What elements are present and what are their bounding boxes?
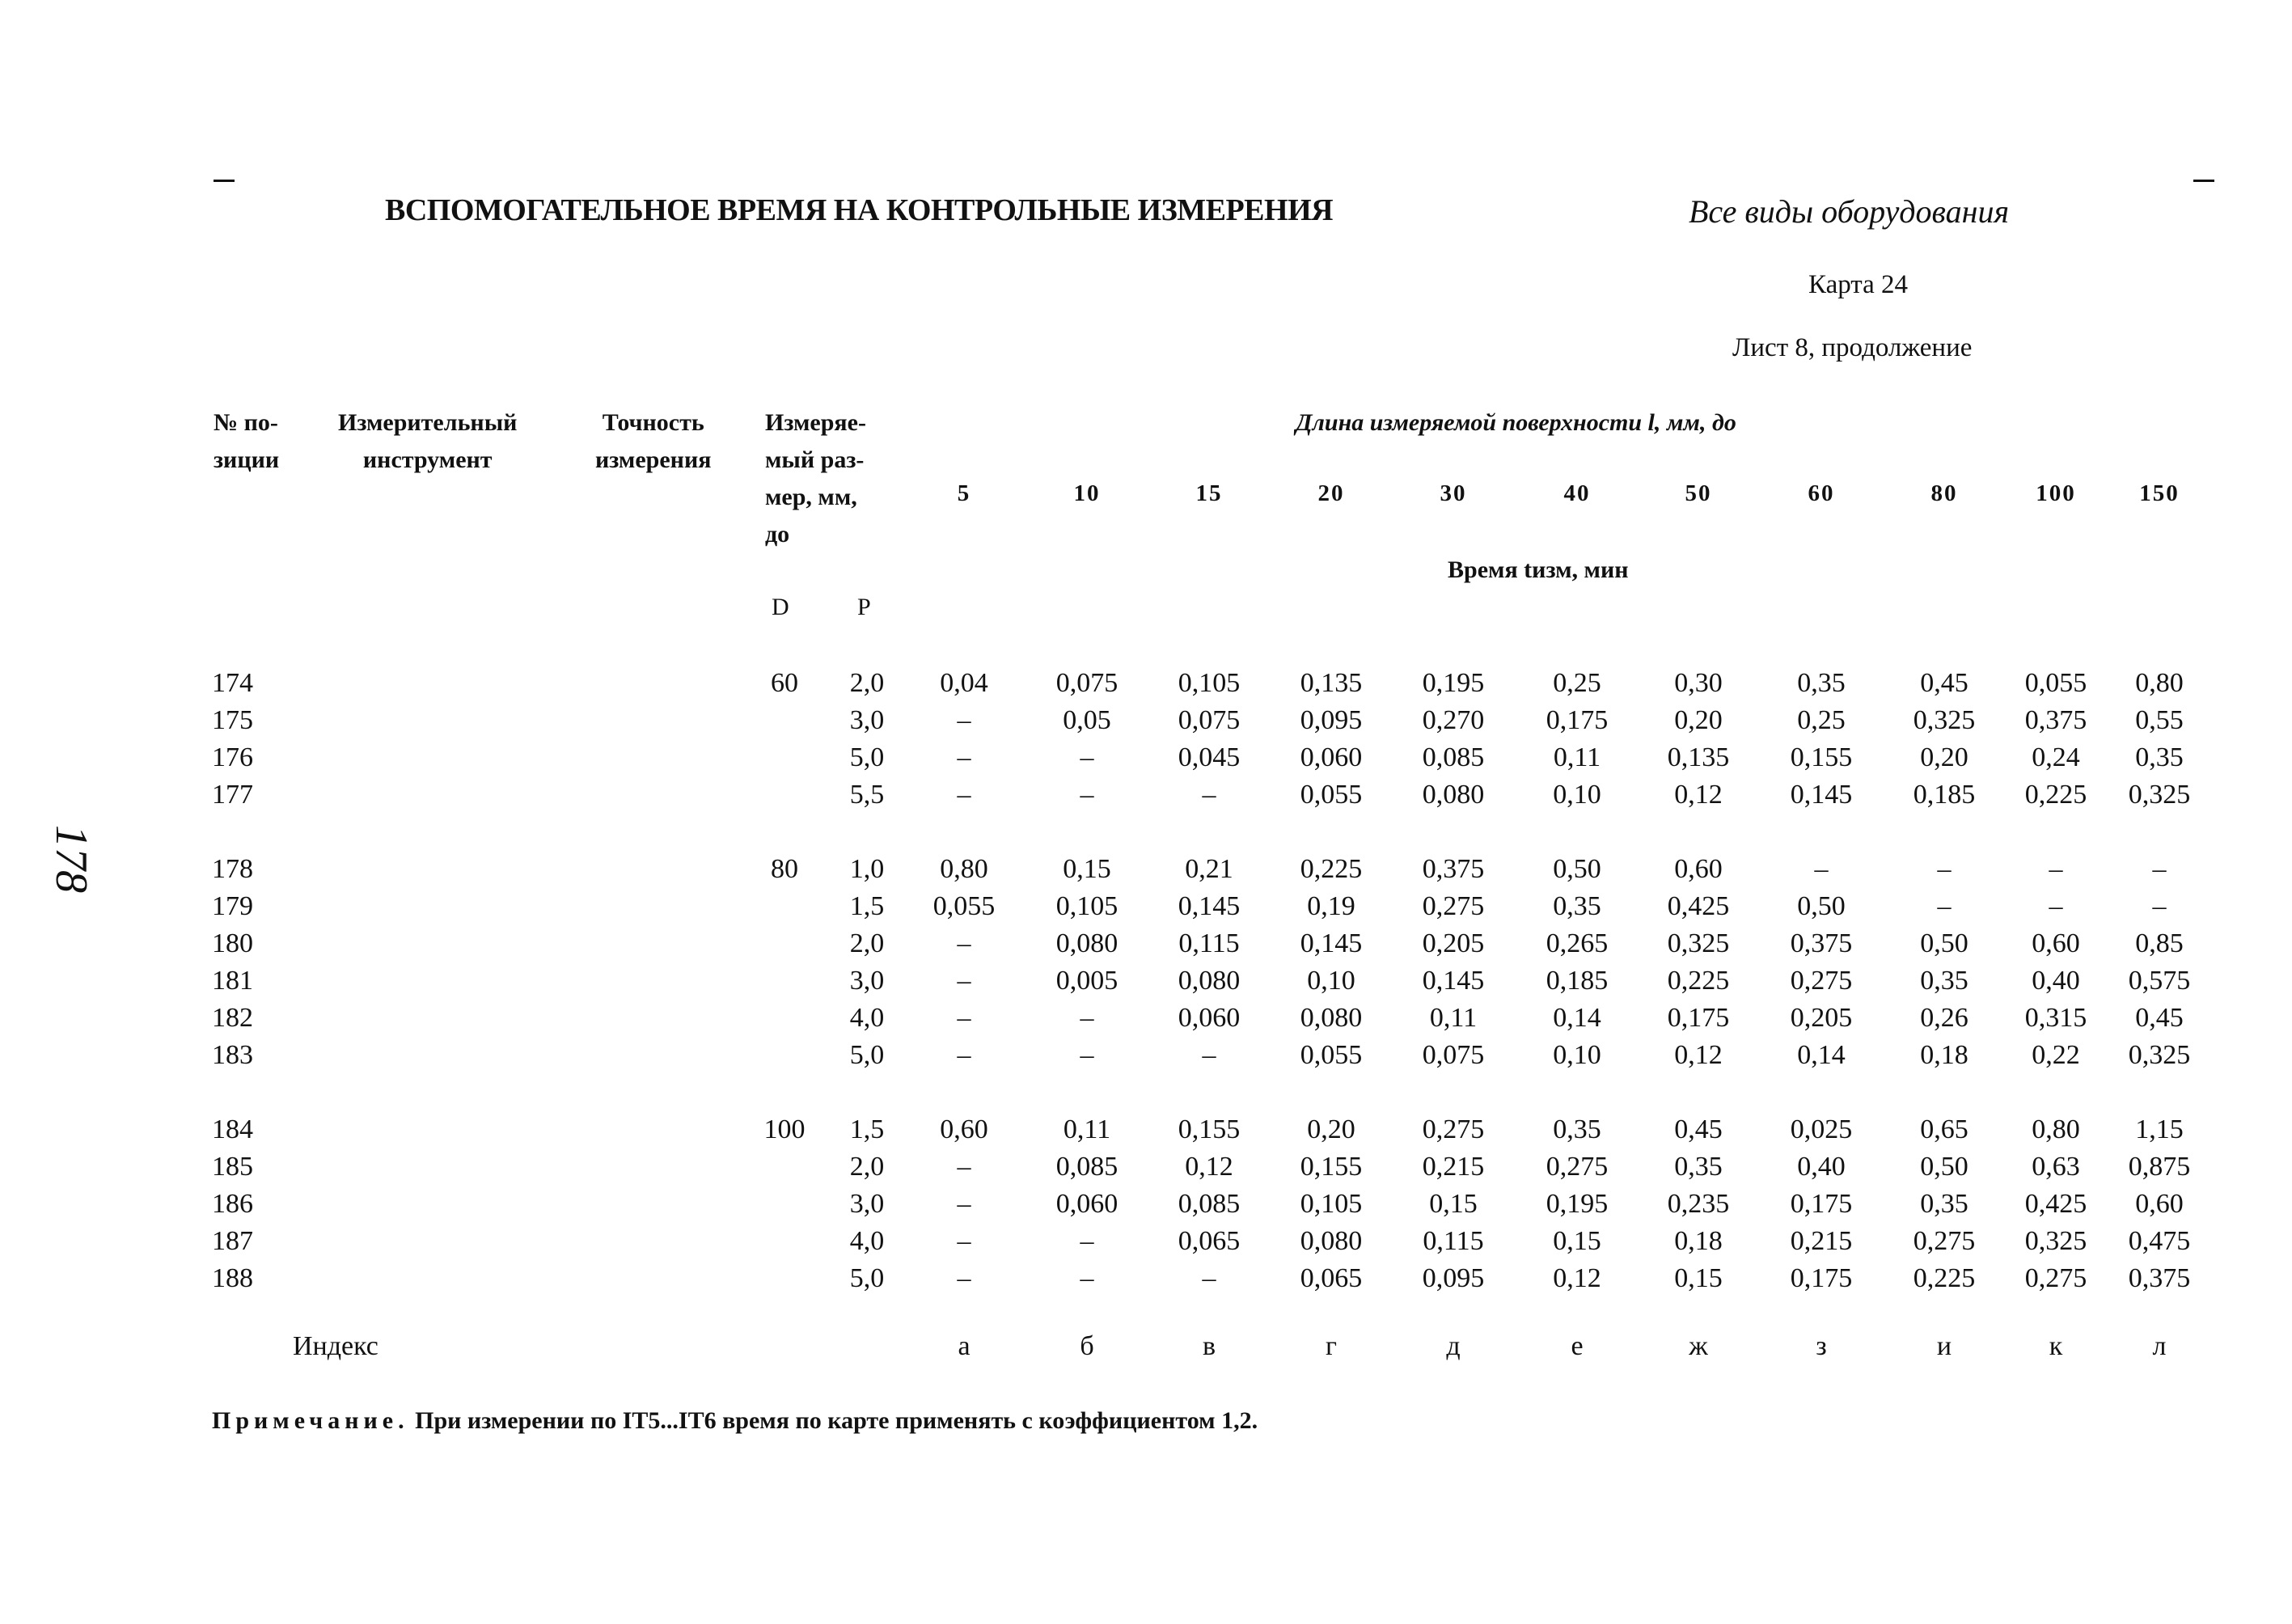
time-cell: 0,14 — [1553, 1003, 1601, 1033]
time-cell: 0,11 — [1553, 742, 1601, 772]
time-cell: 0,075 — [1178, 705, 1241, 735]
time-cell: 0,055 — [1300, 1040, 1363, 1070]
time-cell: 0,60 — [940, 1114, 988, 1144]
time-cell: 1,15 — [2135, 1114, 2184, 1144]
time-cell: – — [2049, 891, 2063, 921]
time-cell: – — [2049, 854, 2063, 884]
index-letter: б — [1080, 1331, 1094, 1361]
pitch-value: 5,0 — [849, 1263, 885, 1293]
time-cell: 0,12 — [1674, 1040, 1723, 1070]
time-cell: 0,50 — [1920, 928, 1968, 958]
time-cell: – — [1080, 1003, 1094, 1033]
time-cell: 0,11 — [1063, 1114, 1111, 1144]
time-cell: – — [957, 1189, 971, 1219]
time-cell: 0,35 — [1553, 1114, 1601, 1144]
time-cell: 0,085 — [1422, 742, 1485, 772]
time-cell: 0,375 — [2024, 705, 2087, 735]
time-cell: 0,060 — [1055, 1189, 1119, 1219]
position-number: 185 — [212, 1152, 253, 1182]
position-number: 188 — [212, 1263, 253, 1293]
time-cell: 0,475 — [2128, 1226, 2191, 1256]
page-title: ВСПОМОГАТЕЛЬНОЕ ВРЕМЯ НА КОНТРОЛЬНЫЕ ИЗМЕРЕНИЯ — [385, 193, 1334, 227]
time-cell: 0,075 — [1055, 668, 1119, 698]
index-letter: д — [1446, 1331, 1461, 1361]
time-cell: 0,26 — [1920, 1003, 1968, 1033]
column-header-position: № по- зиции — [214, 409, 280, 473]
time-cell: 0,80 — [940, 854, 988, 884]
time-cell: 0,375 — [1790, 928, 1853, 958]
time-cell: 0,50 — [1797, 891, 1846, 921]
index-letter: в — [1202, 1331, 1216, 1361]
time-cell: 0,080 — [1422, 780, 1485, 810]
time-cell: 0,145 — [1178, 891, 1241, 921]
time-cell: 0,50 — [1553, 854, 1601, 884]
time-cell: 0,35 — [1797, 668, 1846, 698]
time-cell: 0,20 — [1674, 705, 1723, 735]
diameter-value: 80 — [771, 854, 798, 884]
pitch-value: 1,0 — [849, 854, 885, 884]
pitch-value: 5,0 — [849, 742, 885, 772]
time-cell: – — [1202, 780, 1216, 810]
length-header-40: 40 — [1563, 480, 1591, 506]
position-number: 176 — [212, 742, 253, 772]
time-cell: 0,055 — [2024, 668, 2087, 698]
card-number: Карта 24 — [1808, 270, 1909, 299]
time-cell: 0,12 — [1553, 1263, 1601, 1293]
time-cell: 0,12 — [1674, 780, 1723, 810]
time-cell: 0,155 — [1178, 1114, 1241, 1144]
time-cell: 0,325 — [1913, 705, 1976, 735]
time-cell: 0,45 — [1920, 668, 1968, 698]
time-cell: 0,060 — [1300, 742, 1363, 772]
time-cell: 0,35 — [1920, 966, 1968, 996]
position-number: 182 — [212, 1003, 253, 1033]
time-cell: 0,80 — [2135, 668, 2184, 698]
time-cell: 0,11 — [1429, 1003, 1478, 1033]
position-number: 187 — [212, 1226, 253, 1256]
pitch-value: 2,0 — [849, 668, 885, 698]
time-cell: 0,095 — [1422, 1263, 1485, 1293]
position-number: 180 — [212, 928, 253, 958]
time-cell: 0,65 — [1920, 1114, 1968, 1144]
time-cell: 0,145 — [1300, 928, 1363, 958]
pitch-value: 2,0 — [849, 1152, 885, 1182]
length-header-60: 60 — [1808, 480, 1835, 506]
time-cell: 0,275 — [1422, 891, 1485, 921]
time-cell: 0,25 — [1797, 705, 1846, 735]
position-number: 184 — [212, 1114, 253, 1144]
time-cell: 0,275 — [1546, 1152, 1609, 1182]
time-cell: 0,15 — [1674, 1263, 1723, 1293]
time-cell: 0,005 — [1055, 966, 1119, 996]
time-cell: 0,085 — [1055, 1152, 1119, 1182]
time-cell: 0,425 — [2024, 1189, 2087, 1219]
time-cell: – — [957, 1263, 971, 1293]
time-cell: 0,085 — [1178, 1189, 1241, 1219]
time-cell: 0,175 — [1790, 1189, 1853, 1219]
time-cell: 0,225 — [1913, 1263, 1976, 1293]
index-letter: з — [1816, 1331, 1827, 1361]
time-cell: 0,10 — [1553, 780, 1601, 810]
pitch-value: 1,5 — [849, 1114, 885, 1144]
position-number: 181 — [212, 966, 253, 996]
position-number: 174 — [212, 668, 253, 698]
time-cell: 0,15 — [1553, 1226, 1601, 1256]
time-cell: 0,215 — [1790, 1226, 1853, 1256]
time-cell: 0,115 — [1423, 1226, 1484, 1256]
time-cell: 0,205 — [1790, 1003, 1853, 1033]
time-cell: 0,875 — [2128, 1152, 2191, 1182]
length-header-20: 20 — [1317, 480, 1345, 506]
time-cell: – — [957, 1226, 971, 1256]
diameter-value: 100 — [763, 1114, 806, 1144]
time-cell: 0,325 — [2128, 1040, 2191, 1070]
pitch-value: 3,0 — [849, 1189, 885, 1219]
position-number: 178 — [212, 854, 253, 884]
time-cell: 0,195 — [1422, 668, 1485, 698]
time-cell: – — [957, 966, 971, 996]
time-cell: 0,12 — [1185, 1152, 1233, 1182]
time-cell: 0,85 — [2135, 928, 2184, 958]
time-cell: – — [1080, 1040, 1094, 1070]
column-header-accuracy: Точность измерения — [595, 409, 712, 473]
time-cell: 0,35 — [1920, 1189, 1968, 1219]
time-cell: 0,60 — [2135, 1189, 2184, 1219]
time-cell: 0,105 — [1178, 668, 1241, 698]
time-cell: 0,055 — [1300, 780, 1363, 810]
length-header-5: 5 — [957, 480, 971, 506]
index-letter: л — [2152, 1331, 2167, 1361]
time-cell: 0,095 — [1300, 705, 1363, 735]
position-number: 186 — [212, 1189, 253, 1219]
length-header-150: 150 — [2139, 480, 2180, 506]
time-cell: 0,375 — [2128, 1263, 2191, 1293]
time-cell: 0,315 — [2024, 1003, 2087, 1033]
time-cell: – — [957, 1003, 971, 1033]
corner-mark-left — [214, 180, 235, 182]
time-cell: – — [1814, 854, 1829, 884]
length-header-80: 80 — [1930, 480, 1958, 506]
index-letter: к — [2049, 1331, 2063, 1361]
length-header-100: 100 — [2036, 480, 2076, 506]
position-number: 177 — [212, 780, 253, 810]
time-cell: 0,275 — [1913, 1226, 1976, 1256]
time-cell: 0,80 — [2032, 1114, 2080, 1144]
time-cell: 0,325 — [1667, 928, 1730, 958]
diameter-value: 60 — [771, 668, 798, 698]
time-header-title: Время tизм, мин — [1448, 556, 1629, 583]
time-cell: 0,20 — [1920, 742, 1968, 772]
time-cell: – — [957, 780, 971, 810]
time-cell: 0,20 — [1307, 1114, 1355, 1144]
pitch-value: 5,5 — [849, 780, 885, 810]
time-cell: – — [957, 705, 971, 735]
length-header-15: 15 — [1195, 480, 1223, 506]
time-cell: 0,45 — [1674, 1114, 1723, 1144]
equipment-label: Все виды оборудования — [1689, 193, 2010, 230]
time-cell: 0,55 — [2135, 705, 2184, 735]
time-cell: 0,35 — [2135, 742, 2184, 772]
time-cell: 0,235 — [1667, 1189, 1730, 1219]
time-cell: 0,60 — [1674, 854, 1723, 884]
position-number: 175 — [212, 705, 253, 735]
time-cell: – — [957, 1040, 971, 1070]
time-cell: 0,065 — [1300, 1263, 1363, 1293]
time-cell: 0,075 — [1422, 1040, 1485, 1070]
time-cell: 0,40 — [1797, 1152, 1846, 1182]
column-header-size: Измеряе- мый раз- мер, мм, до — [765, 409, 866, 548]
time-cell: 0,265 — [1546, 928, 1609, 958]
time-cell: 0,15 — [1063, 854, 1111, 884]
time-cell: 0,35 — [1553, 891, 1601, 921]
time-cell: 0,105 — [1300, 1189, 1363, 1219]
time-cell: – — [1080, 742, 1094, 772]
time-cell: 0,175 — [1546, 705, 1609, 735]
time-cell: – — [1080, 780, 1094, 810]
time-cell: 0,30 — [1674, 668, 1723, 698]
time-cell: 0,145 — [1790, 780, 1853, 810]
time-cell: 0,325 — [2128, 780, 2191, 810]
time-cell: 0,135 — [1667, 742, 1730, 772]
time-cell: 0,45 — [2135, 1003, 2184, 1033]
time-cell: 0,225 — [1300, 854, 1363, 884]
time-cell: 0,14 — [1797, 1040, 1846, 1070]
time-cell: – — [1937, 891, 1952, 921]
time-cell: 0,05 — [1063, 705, 1111, 735]
time-cell: 0,425 — [1667, 891, 1730, 921]
length-header-30: 30 — [1440, 480, 1467, 506]
sheet-number: Лист 8, продолжение — [1732, 333, 1973, 362]
time-cell: 0,115 — [1178, 928, 1240, 958]
time-cell: 0,21 — [1185, 854, 1233, 884]
time-cell: 0,40 — [2032, 966, 2080, 996]
time-cell: 0,155 — [1790, 742, 1853, 772]
time-cell: 0,155 — [1300, 1152, 1363, 1182]
column-header-p: P — [857, 594, 871, 620]
time-cell: 0,10 — [1307, 966, 1355, 996]
time-cell: 0,225 — [2024, 780, 2087, 810]
time-cell: 0,35 — [1674, 1152, 1723, 1182]
time-cell: – — [1937, 854, 1952, 884]
time-cell: 0,24 — [2032, 742, 2080, 772]
time-cell: 0,18 — [1920, 1040, 1968, 1070]
time-cell: 0,375 — [1422, 854, 1485, 884]
time-cell: 0,080 — [1055, 928, 1119, 958]
pitch-value: 4,0 — [849, 1226, 885, 1256]
time-cell: 0,10 — [1553, 1040, 1601, 1070]
position-number: 183 — [212, 1040, 253, 1070]
time-cell: – — [2152, 891, 2167, 921]
time-cell: – — [957, 928, 971, 958]
time-cell: 0,19 — [1307, 891, 1355, 921]
index-letter: ж — [1689, 1331, 1708, 1361]
time-cell: 0,145 — [1422, 966, 1485, 996]
time-cell: 0,575 — [2128, 966, 2191, 996]
time-cell: – — [1080, 1226, 1094, 1256]
corner-mark-right — [2193, 180, 2214, 182]
length-header-50: 50 — [1685, 480, 1712, 506]
pitch-value: 2,0 — [849, 928, 885, 958]
time-cell: – — [957, 742, 971, 772]
time-cell: – — [1202, 1040, 1216, 1070]
time-cell: – — [2152, 854, 2167, 884]
time-cell: 0,060 — [1178, 1003, 1241, 1033]
time-cell: 0,60 — [2032, 928, 2080, 958]
time-cell: 0,105 — [1055, 891, 1119, 921]
length-header-10: 10 — [1073, 480, 1101, 506]
time-cell: 0,205 — [1422, 928, 1485, 958]
footnote-text: При измерении по IT5...IT6 время по карте применять с коэффициентом 1,2. — [408, 1407, 1258, 1434]
time-cell: 0,18 — [1674, 1226, 1723, 1256]
position-number: 179 — [212, 891, 253, 921]
time-cell: 0,195 — [1546, 1189, 1609, 1219]
page-number: 178 — [46, 825, 96, 893]
pitch-value: 5,0 — [849, 1040, 885, 1070]
length-header-title: Длина измеряемой поверхности l, мм, до — [1296, 409, 1736, 436]
index-letter: а — [958, 1331, 971, 1361]
time-cell: 0,135 — [1300, 668, 1363, 698]
time-cell: 0,22 — [2032, 1040, 2080, 1070]
time-cell: 0,185 — [1913, 780, 1976, 810]
time-cell: 0,025 — [1790, 1114, 1853, 1144]
time-cell: 0,50 — [1920, 1152, 1968, 1182]
pitch-value: 4,0 — [849, 1003, 885, 1033]
time-cell: 0,175 — [1667, 1003, 1730, 1033]
time-cell: 0,055 — [932, 891, 996, 921]
time-cell: 0,175 — [1790, 1263, 1853, 1293]
time-cell: 0,185 — [1546, 966, 1609, 996]
footnote — [212, 1407, 1258, 1435]
time-cell: 0,225 — [1667, 966, 1730, 996]
index-letter: е — [1571, 1331, 1584, 1361]
time-cell: 0,270 — [1422, 705, 1485, 735]
pitch-value: 1,5 — [849, 891, 885, 921]
time-cell: 0,080 — [1300, 1003, 1363, 1033]
time-cell: – — [957, 1152, 971, 1182]
index-letter: г — [1326, 1331, 1337, 1361]
time-cell: – — [1202, 1263, 1216, 1293]
time-cell: – — [1080, 1263, 1094, 1293]
time-cell: 0,15 — [1429, 1189, 1478, 1219]
time-cell: 0,080 — [1300, 1226, 1363, 1256]
time-cell: 0,325 — [2024, 1226, 2087, 1256]
index-label: Индекс — [293, 1331, 378, 1361]
time-cell: 0,045 — [1178, 742, 1241, 772]
column-header-instrument: Измерительный инструмент — [338, 409, 518, 473]
index-letter: и — [1936, 1331, 1952, 1361]
time-cell: 0,215 — [1422, 1152, 1485, 1182]
time-cell: 0,080 — [1178, 966, 1241, 996]
time-cell: 0,63 — [2032, 1152, 2080, 1182]
footnote-prefix: Примечание. — [212, 1407, 409, 1434]
time-cell: 0,04 — [940, 668, 988, 698]
pitch-value: 3,0 — [849, 705, 885, 735]
time-cell: 0,25 — [1553, 668, 1601, 698]
pitch-value: 3,0 — [849, 966, 885, 996]
time-cell: 0,065 — [1178, 1226, 1241, 1256]
time-cell: 0,275 — [1422, 1114, 1485, 1144]
time-cell: 0,275 — [1790, 966, 1853, 996]
column-header-d: D — [772, 594, 789, 620]
time-cell: 0,275 — [2024, 1263, 2087, 1293]
